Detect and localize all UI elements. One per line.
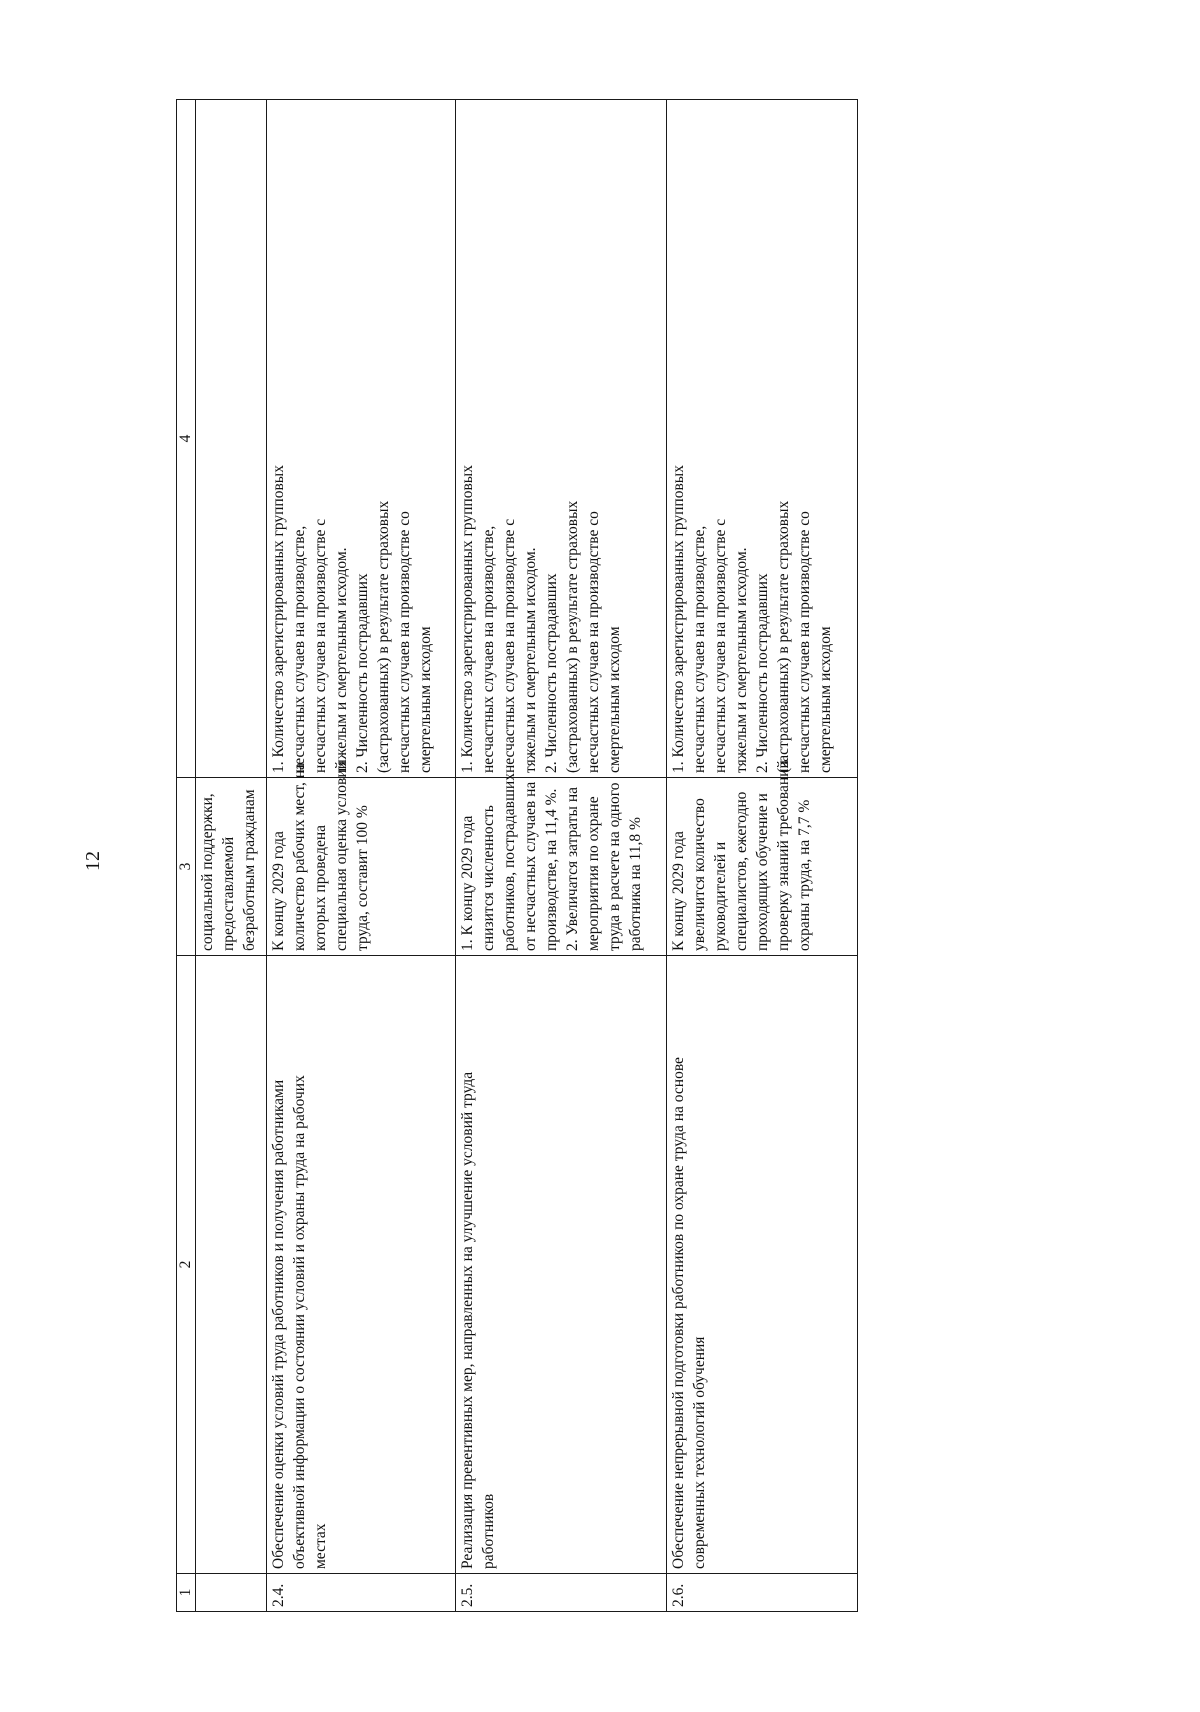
indicator-line: 1. Количество зарегистрированных групповых: [270, 465, 288, 773]
indicator-line: 1. Количество зарегистрированных групповых: [458, 465, 476, 773]
table-row: [267, 100, 456, 1612]
result-line: производстве, на 11,4 %.: [542, 788, 560, 951]
result-line: К концу 2029 года: [670, 831, 688, 951]
indicator-line: несчастных случаев на производстве со: [796, 511, 814, 773]
result-line: 1. К концу 2029 года: [458, 815, 476, 951]
continuation-task-cell: [196, 956, 267, 1574]
indicator-line: несчастных случаев на производстве с: [312, 518, 330, 773]
indicator-line: 1. Количество зарегистрированных групповых: [670, 465, 688, 773]
indicator-line: 2. Численность пострадавших: [542, 573, 560, 773]
indicator-line: тяжелым и смертельным исходом.: [333, 547, 351, 773]
task-line: современных технологий обучения: [691, 1336, 709, 1569]
result-line: предоставляемой: [220, 836, 238, 951]
indicator-line: тяжелым и смертельным исходом.: [521, 547, 539, 773]
result-line: снизится численность: [479, 805, 497, 951]
page-number: 12: [82, 851, 104, 871]
result-line: мероприятия по охране: [584, 796, 602, 951]
task-cell: [267, 956, 456, 1574]
task-line: Реализация превентивных мер, направленных на улучшение условий труда: [458, 1071, 476, 1569]
indicator-cell: [267, 100, 456, 778]
table-row: [667, 100, 858, 1612]
indicator-line: несчастных случаев на производстве со: [584, 511, 602, 773]
task-line: Обеспечение непрерывной подготовки работников по охране труда на основе: [670, 1057, 688, 1569]
indicator-line: (застрахованных) в результате страховых: [775, 500, 793, 773]
row-number: 2.4.: [267, 1574, 456, 1612]
indicator-line: 2. Численность пострадавших: [754, 573, 772, 773]
result-line: проходящих обучение и: [754, 793, 772, 951]
continuation-num-cell: [196, 1574, 267, 1612]
measures-table: [176, 99, 858, 1612]
result-cell: [267, 761, 456, 956]
result-line: 2. Увеличатся затраты на: [563, 786, 581, 951]
task-line: местах: [312, 1523, 330, 1569]
header-col-3: 3: [177, 778, 196, 956]
result-line: специалистов, ежегодно: [733, 791, 751, 951]
table-header-row: [177, 100, 196, 1612]
task-line: Обеспечение оценки условий труда работников и получения работниками: [270, 1079, 288, 1569]
result-line: социальной поддержки,: [199, 793, 217, 951]
result-line: охраны труда, на 7,7 %: [796, 799, 814, 951]
indicator-line: несчастных случаев на производстве,: [479, 525, 497, 773]
result-line: увеличится количество: [691, 798, 709, 951]
result-cell: [667, 760, 858, 956]
indicator-line: несчастных случаев на производстве со: [396, 511, 414, 773]
table-row-continuation: [196, 100, 267, 1612]
result-line: проверку знаний требований: [775, 760, 793, 951]
result-line: труда в расчете на одного: [605, 782, 623, 951]
continuation-result-cell: [196, 778, 267, 956]
header-col-4: 4: [177, 100, 196, 778]
row-number: 2.6.: [667, 1574, 858, 1612]
header-col-1: 1: [177, 1574, 196, 1612]
header-col-2: 2: [177, 956, 196, 1574]
indicator-line: 2. Численность пострадавших: [354, 573, 372, 773]
result-line: труда, составит 100 %: [354, 805, 372, 951]
task-line: объективной информации о состоянии условий и охраны труда на рабочих: [291, 1075, 309, 1569]
indicator-line: несчастных случаев на производстве с: [712, 518, 730, 773]
continuation-indicator-cell: [196, 100, 267, 778]
result-line: работника на 11,8 %: [626, 817, 644, 951]
task-cell: [667, 956, 858, 1574]
result-line: К концу 2029 года: [270, 831, 288, 951]
result-line: работников, пострадавших: [500, 773, 518, 951]
result-line: которых проведена: [312, 824, 330, 951]
result-line: от несчастных случаев на: [521, 781, 539, 951]
indicator-line: (застрахованных) в результате страховых: [563, 500, 581, 773]
indicator-line: смертельным исходом: [605, 626, 623, 773]
indicator-line: несчастных случаев на производстве,: [291, 525, 309, 773]
indicator-line: смертельным исходом: [417, 626, 435, 773]
result-line: руководителей и: [712, 841, 730, 951]
result-line: количество рабочих мест, на: [291, 763, 309, 951]
table-row: [455, 100, 667, 1612]
indicator-line: несчастных случаев на производстве,: [691, 525, 709, 773]
indicator-line: несчастных случаев на производстве с: [500, 518, 518, 773]
task-line: работников: [479, 1493, 497, 1569]
task-cell: [455, 956, 667, 1574]
indicator-line: (застрахованных) в результате страховых: [375, 500, 393, 773]
indicator-cell: [455, 100, 667, 778]
result-line: специальная оценка условий: [333, 761, 351, 951]
result-cell: [455, 773, 667, 956]
indicator-cell: [667, 100, 858, 778]
row-number: 2.5.: [455, 1574, 667, 1612]
indicator-line: тяжелым и смертельным исходом.: [733, 547, 751, 773]
indicator-line: смертельным исходом: [817, 626, 835, 773]
result-line: безработным гражданам: [241, 789, 259, 951]
rotated-table-sheet: [176, 100, 858, 1612]
